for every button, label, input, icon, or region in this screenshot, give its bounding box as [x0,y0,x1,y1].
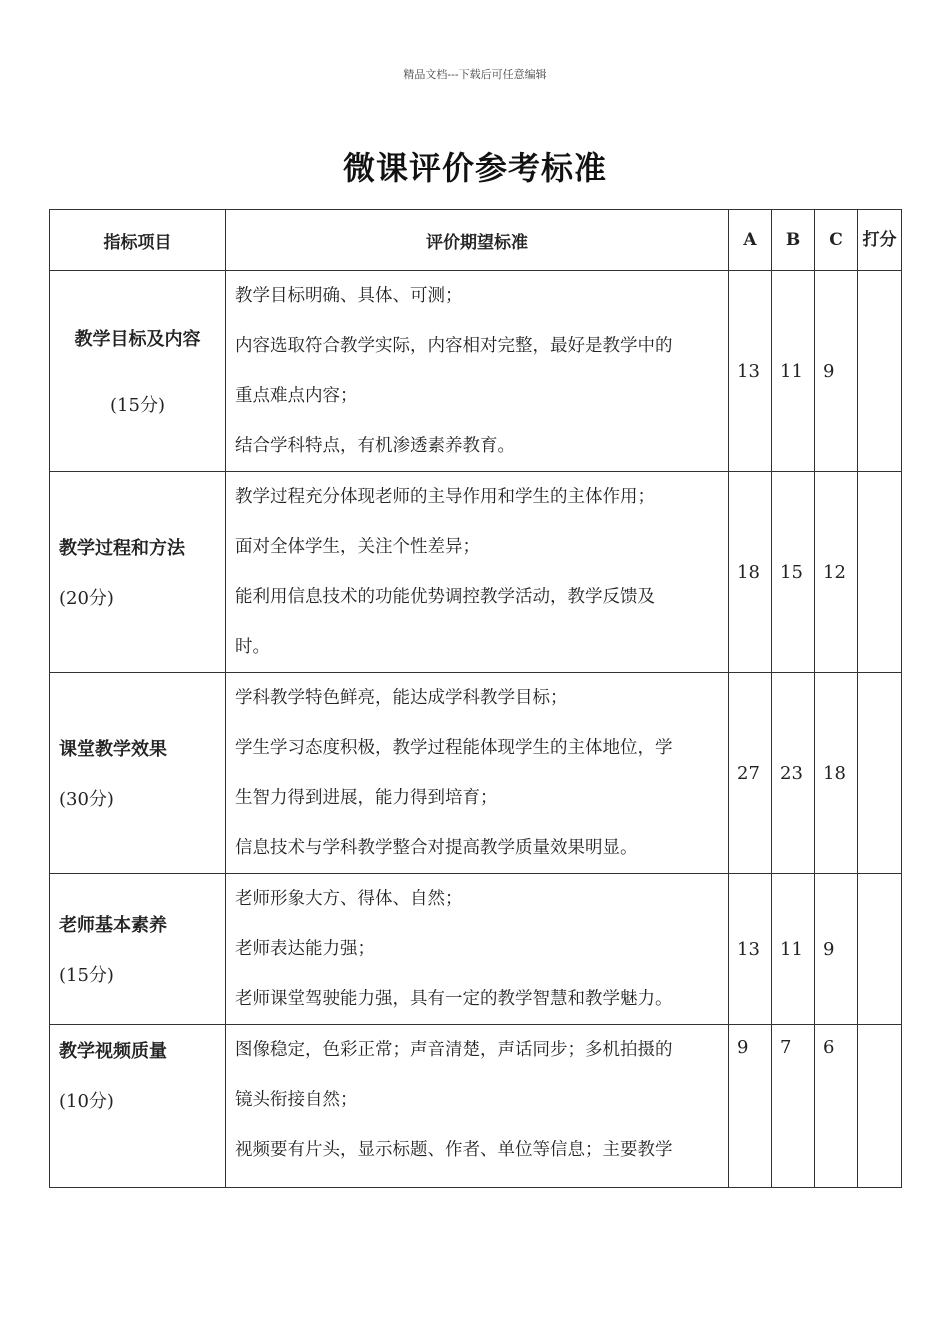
item-name: 老师基本素养 [59,915,167,936]
table-row [50,472,902,673]
criteria-cell [226,472,729,673]
criteria-line: 老师表达能力强； [235,939,375,959]
table-row [50,874,902,1025]
score-input-cell[interactable] [858,472,902,673]
score-input-cell[interactable] [858,874,902,1025]
criteria-cell [226,673,729,874]
criteria-line: 能利用信息技术的功能优势调控教学活动，教学反馈及 [235,587,655,607]
evaluation-table [49,209,902,1188]
criteria-line: 镜头衔接自然； [235,1090,358,1110]
criteria-line: 学科教学特色鲜亮，能达成学科教学目标； [235,688,568,708]
score-input-cell[interactable] [858,271,902,472]
score-b: 23 [772,673,815,874]
criteria-line: 教学目标明确、具体、可测； [235,286,463,306]
header-c: C [815,210,858,271]
criteria-line: 重点难点内容； [235,386,358,406]
page-title: 微课评价参考标准 [342,149,607,187]
score-input-cell[interactable] [858,673,902,874]
table-row [50,271,902,472]
score-c: 6 [815,1025,858,1188]
score-a: 13 [729,874,772,1025]
criteria-line: 学生学习态度积极，教学过程能体现学生的主体地位，学 [235,738,673,758]
item-points: (15分) [110,395,165,416]
score-c: 18 [815,673,858,874]
item-name: 课堂教学效果 [59,739,167,760]
criteria-cell [226,1025,729,1188]
item-cell [50,874,226,1025]
criteria-line: 时。 [235,637,270,657]
criteria-line: 结合学科特点，有机渗透素养教育。 [235,436,515,456]
score-a: 13 [729,271,772,472]
score-b: 7 [772,1025,815,1188]
header-item: 指标项目 [50,210,226,271]
score-b: 11 [772,271,815,472]
table-row [50,1025,902,1188]
criteria-cell [226,271,729,472]
criteria-line: 图像稳定，色彩正常；声音清楚，声话同步；多机拍摄的 [235,1040,673,1060]
criteria-cell [226,874,729,1025]
criteria-line: 老师形象大方、得体、自然； [235,889,463,909]
item-points: (15分) [59,965,114,986]
header-note: 精品文档---下载后可任意编辑 [403,68,547,81]
criteria-line: 老师课堂驾驶能力强，具有一定的教学智慧和教学魅力。 [235,989,673,1009]
item-cell [50,271,226,472]
item-name: 教学过程和方法 [59,538,185,559]
item-points: (20分) [59,588,114,609]
score-c: 9 [815,271,858,472]
item-points: (30分) [59,789,114,810]
item-cell [50,673,226,874]
score-c: 9 [815,874,858,1025]
score-c: 12 [815,472,858,673]
item-name: 教学目标及内容 [74,329,201,350]
header-criteria: 评价期望标准 [226,210,729,271]
score-a: 27 [729,673,772,874]
criteria-line: 教学过程充分体现老师的主导作用和学生的主体作用； [235,487,655,507]
score-b: 11 [772,874,815,1025]
header-a: A [729,210,772,271]
criteria-line: 视频要有片头，显示标题、作者、单位等信息；主要教学 [235,1140,673,1160]
table-header-row [50,210,902,271]
item-cell [50,1025,226,1188]
item-name: 教学视频质量 [59,1041,167,1062]
criteria-line: 面对全体学生，关注个性差异； [235,537,480,557]
score-input-cell[interactable] [858,1025,902,1188]
header-b: B [772,210,815,271]
item-points: (10分) [59,1091,114,1112]
score-a: 9 [729,1025,772,1188]
criteria-line: 信息技术与学科教学整合对提高教学质量效果明显。 [235,838,638,858]
criteria-line: 内容选取符合教学实际，内容相对完整，最好是教学中的 [235,336,673,356]
table-row [50,673,902,874]
score-a: 18 [729,472,772,673]
item-cell [50,472,226,673]
score-b: 15 [772,472,815,673]
criteria-line: 生智力得到进展，能力得到培育； [235,788,498,808]
header-score: 打分 [858,210,902,271]
